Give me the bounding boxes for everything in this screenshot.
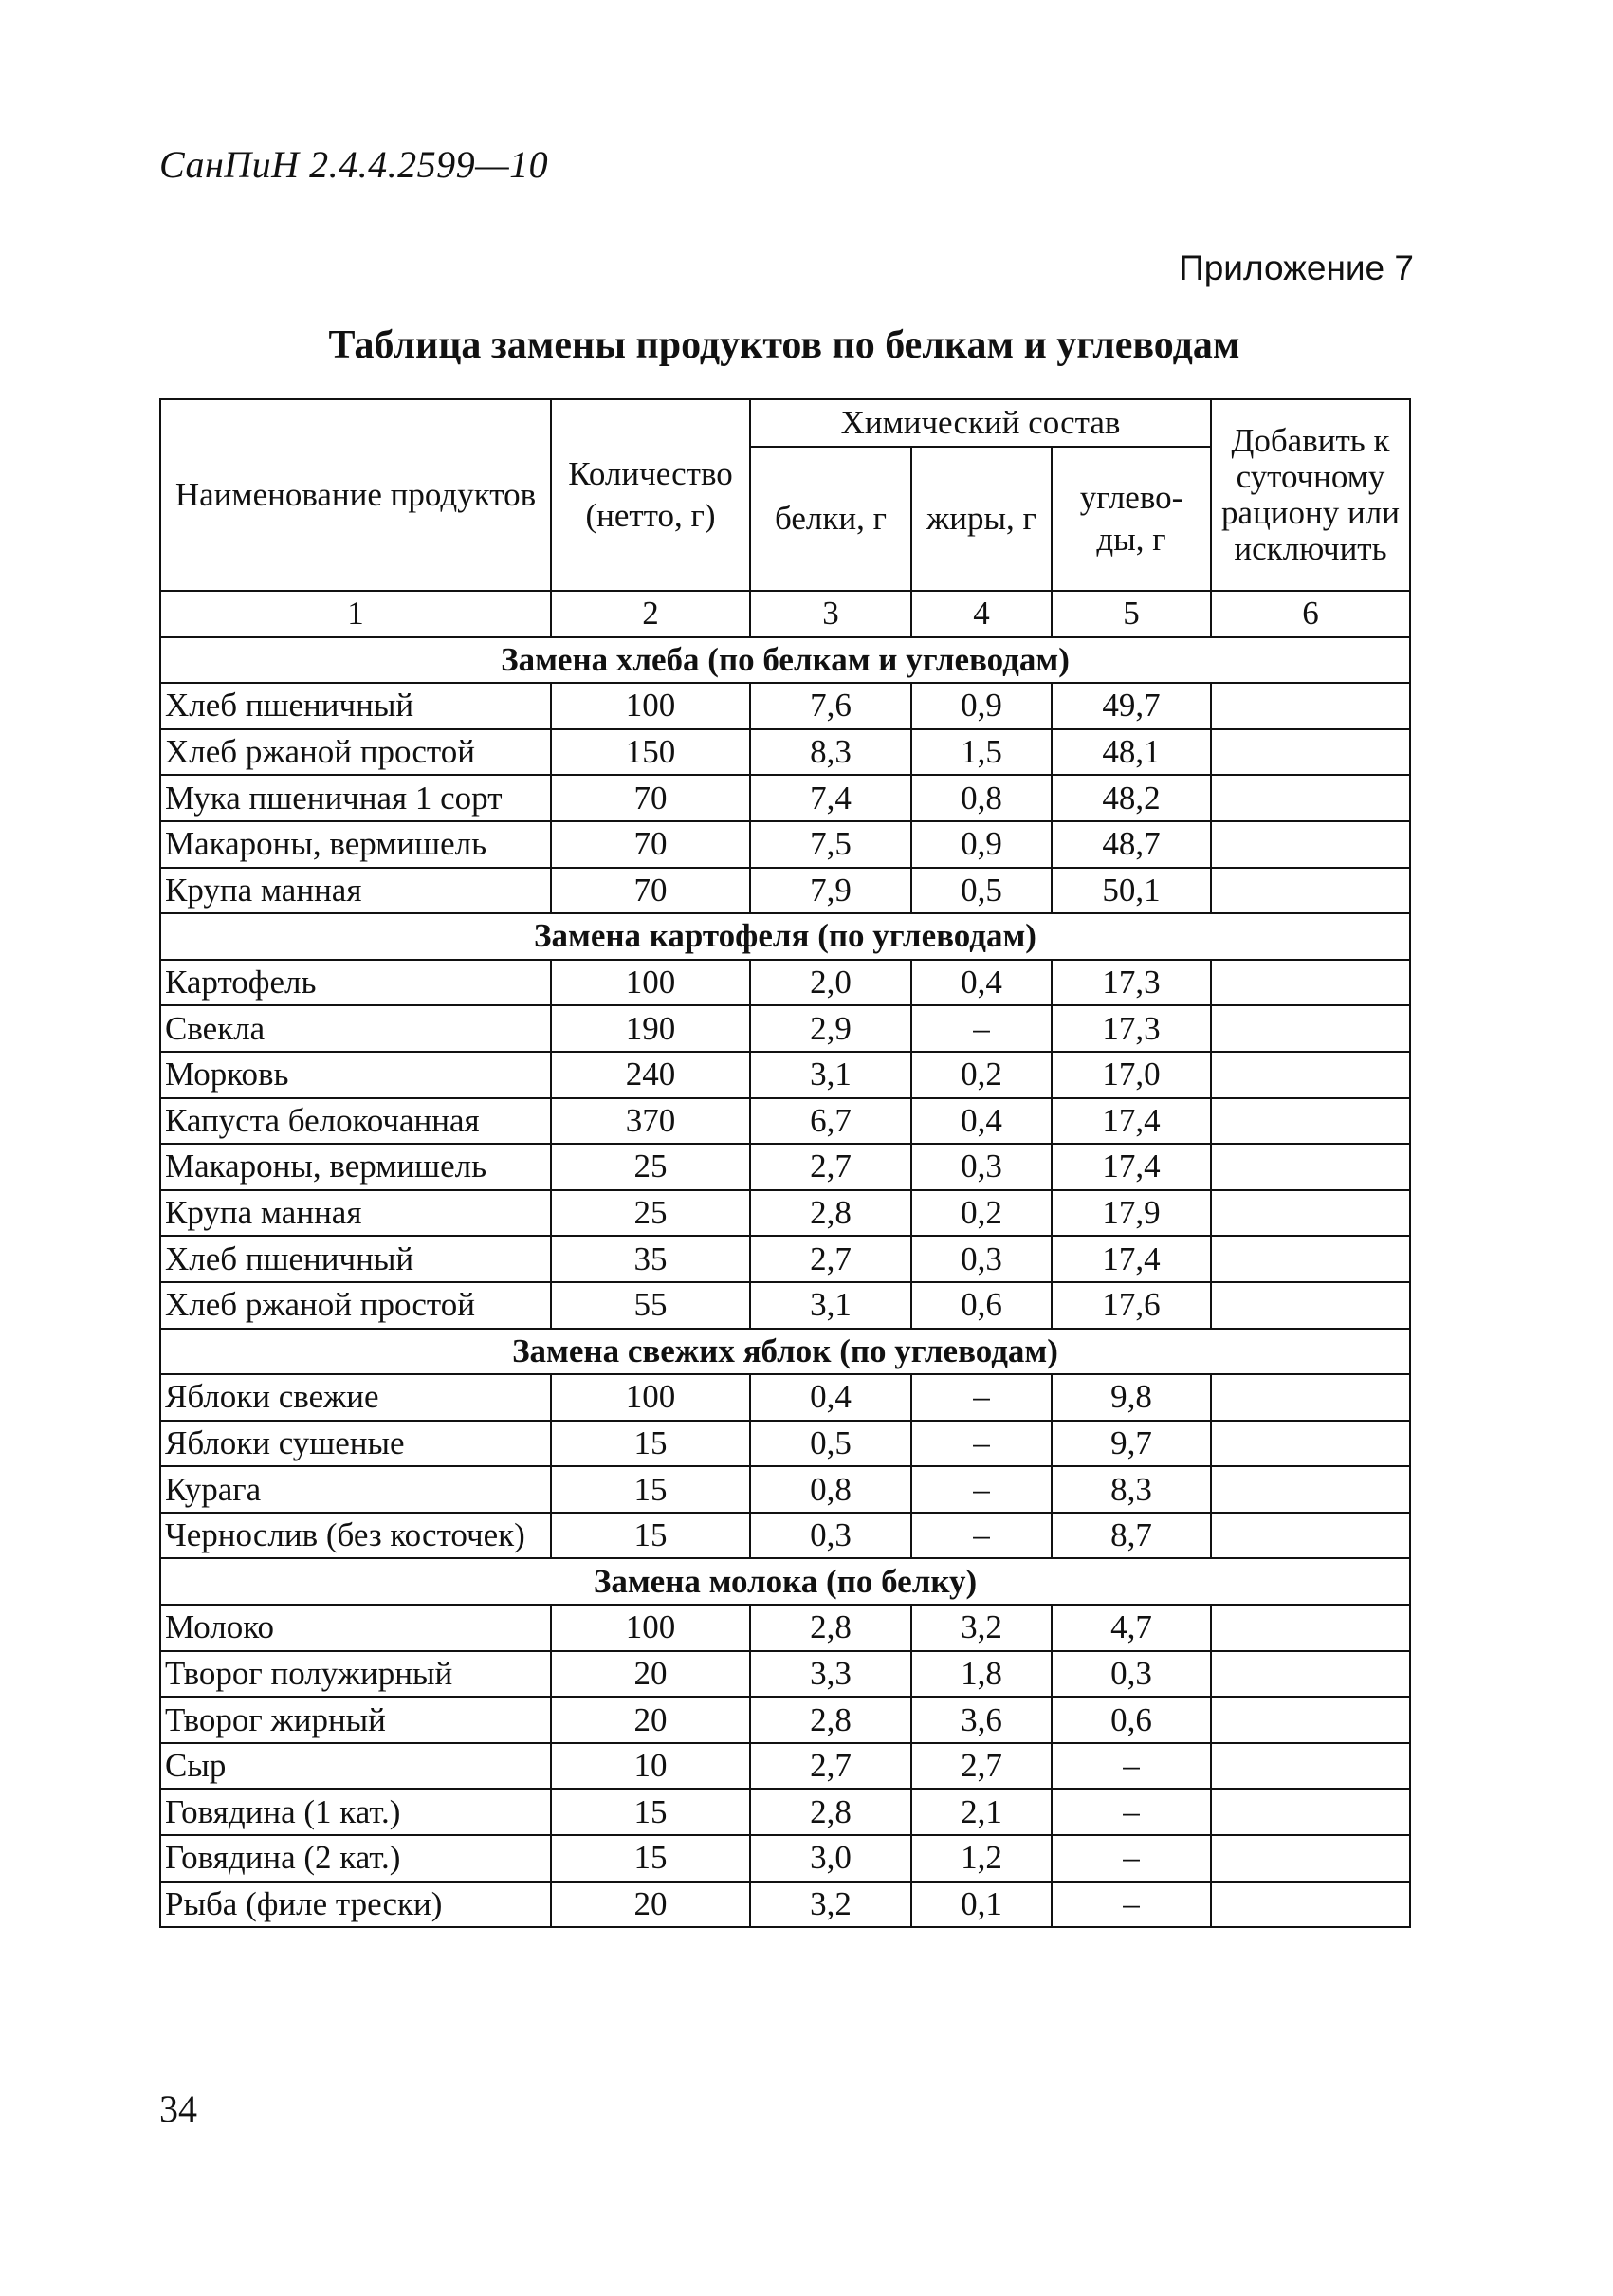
proteins-cell: 2,8: [750, 1605, 911, 1651]
add-exclude-cell: [1211, 1605, 1410, 1651]
carbs-cell: 50,1: [1052, 868, 1211, 914]
add-exclude-cell: [1211, 775, 1410, 821]
table-row: [160, 960, 1410, 1006]
table-row: [160, 1005, 1410, 1052]
section-header-row: [160, 913, 1410, 960]
proteins-cell: 7,9: [750, 868, 911, 914]
add-exclude-cell: [1211, 1466, 1410, 1513]
proteins-cell: 2,7: [750, 1236, 911, 1282]
add-exclude-cell: [1211, 1144, 1410, 1190]
proteins-cell: 2,8: [750, 1697, 911, 1743]
product-name-cell: Творог полужирный: [160, 1651, 551, 1698]
fats-cell: –: [911, 1421, 1052, 1467]
fats-cell: 3,6: [911, 1697, 1052, 1743]
table-row: [160, 1374, 1410, 1421]
fats-cell: 1,8: [911, 1651, 1052, 1698]
table-row: [160, 868, 1410, 914]
product-name-cell: Морковь: [160, 1052, 551, 1098]
add-exclude-cell: [1211, 1421, 1410, 1467]
carbs-cell: 17,4: [1052, 1144, 1211, 1190]
carbs-cell: 9,7: [1052, 1421, 1211, 1467]
proteins-cell: 2,7: [750, 1743, 911, 1790]
table-row: [160, 1421, 1410, 1467]
table-row: [160, 1098, 1410, 1145]
header-row-top: [160, 399, 1410, 447]
quantity-cell: 35: [551, 1236, 750, 1282]
product-name-cell: Крупа манная: [160, 1190, 551, 1237]
table-row: [160, 1513, 1410, 1559]
proteins-cell: 3,1: [750, 1052, 911, 1098]
table-title: Таблица замены продуктов по белкам и углеводам: [328, 323, 1240, 367]
carbs-cell: 17,0: [1052, 1052, 1211, 1098]
table-row: [160, 1882, 1410, 1928]
substitution-table: [159, 398, 1411, 1928]
carbs-cell: 17,3: [1052, 1005, 1211, 1052]
add-exclude-cell: [1211, 1098, 1410, 1145]
fats-cell: 2,1: [911, 1789, 1052, 1835]
proteins-cell: 2,8: [750, 1789, 911, 1835]
carbs-cell: 49,7: [1052, 683, 1211, 729]
carbs-cell: 8,7: [1052, 1513, 1211, 1559]
add-exclude-cell: [1211, 821, 1410, 868]
carbs-cell: 17,3: [1052, 960, 1211, 1006]
quantity-cell: 15: [551, 1513, 750, 1559]
fats-cell: 0,9: [911, 821, 1052, 868]
fats-cell: –: [911, 1466, 1052, 1513]
table-row: [160, 775, 1410, 821]
section-header-row: [160, 637, 1410, 684]
product-name-cell: Курага: [160, 1466, 551, 1513]
quantity-cell: 150: [551, 729, 750, 776]
product-name-cell: Хлеб ржаной простой: [160, 729, 551, 776]
header-proteins: белки, г: [750, 447, 911, 591]
table-row: [160, 729, 1410, 776]
product-name-cell: Творог жирный: [160, 1697, 551, 1743]
proteins-cell: 7,5: [750, 821, 911, 868]
proteins-cell: 6,7: [750, 1098, 911, 1145]
appendix-label: Приложение 7: [1179, 248, 1414, 287]
header-carbs: углево-ды, г: [1052, 447, 1211, 591]
header-chemical-composition: Химический состав: [750, 399, 1211, 447]
add-exclude-cell: [1211, 1697, 1410, 1743]
fats-cell: 0,2: [911, 1052, 1052, 1098]
product-name-cell: Капуста белокочанная: [160, 1098, 551, 1145]
column-number: 4: [911, 591, 1052, 637]
table-row: [160, 1144, 1410, 1190]
product-name-cell: Молоко: [160, 1605, 551, 1651]
fats-cell: 0,2: [911, 1190, 1052, 1237]
fats-cell: 1,5: [911, 729, 1052, 776]
fats-cell: 0,3: [911, 1144, 1052, 1190]
header-add-or-exclude: Добавить к суточному рациону или исключить: [1211, 399, 1410, 591]
quantity-cell: 370: [551, 1098, 750, 1145]
product-name-cell: Макароны, вермишель: [160, 1144, 551, 1190]
table-row: [160, 1236, 1410, 1282]
quantity-cell: 25: [551, 1190, 750, 1237]
proteins-cell: 2,9: [750, 1005, 911, 1052]
proteins-cell: 0,8: [750, 1466, 911, 1513]
quantity-cell: 15: [551, 1789, 750, 1835]
table-body: [160, 399, 1410, 1927]
proteins-cell: 3,3: [750, 1651, 911, 1698]
table-row: [160, 1835, 1410, 1882]
product-name-cell: Яблоки сушеные: [160, 1421, 551, 1467]
product-name-cell: Говядина (2 кат.): [160, 1835, 551, 1882]
fats-cell: 3,2: [911, 1605, 1052, 1651]
product-name-cell: Картофель: [160, 960, 551, 1006]
proteins-cell: 0,4: [750, 1374, 911, 1421]
fats-cell: 0,9: [911, 683, 1052, 729]
proteins-cell: 2,8: [750, 1190, 911, 1237]
fats-cell: 0,8: [911, 775, 1052, 821]
document-code: СанПиН 2.4.4.2599—10: [159, 143, 549, 186]
add-exclude-cell: [1211, 1651, 1410, 1698]
table-row: [160, 1190, 1410, 1237]
quantity-cell: 100: [551, 683, 750, 729]
proteins-cell: 7,6: [750, 683, 911, 729]
quantity-cell: 70: [551, 775, 750, 821]
section-header-row: [160, 1558, 1410, 1605]
quantity-cell: 25: [551, 1144, 750, 1190]
column-number: 5: [1052, 591, 1211, 637]
page-number: 34: [159, 2087, 197, 2130]
carbs-cell: 48,1: [1052, 729, 1211, 776]
proteins-cell: 7,4: [750, 775, 911, 821]
carbs-cell: 17,4: [1052, 1236, 1211, 1282]
add-exclude-cell: [1211, 1743, 1410, 1790]
column-number: 2: [551, 591, 750, 637]
add-exclude-cell: [1211, 1374, 1410, 1421]
quantity-cell: 20: [551, 1882, 750, 1928]
add-exclude-cell: [1211, 1052, 1410, 1098]
add-exclude-cell: [1211, 1882, 1410, 1928]
fats-cell: 0,4: [911, 960, 1052, 1006]
table-row: [160, 1282, 1410, 1329]
table-row: [160, 1466, 1410, 1513]
carbs-cell: 8,3: [1052, 1466, 1211, 1513]
table-row: [160, 683, 1410, 729]
column-number: 1: [160, 591, 551, 637]
proteins-cell: 2,7: [750, 1144, 911, 1190]
section-title: Замена свежих яблок (по углеводам): [160, 1329, 1410, 1375]
quantity-cell: 55: [551, 1282, 750, 1329]
add-exclude-cell: [1211, 729, 1410, 776]
add-exclude-cell: [1211, 1005, 1410, 1052]
table-row: [160, 1789, 1410, 1835]
fats-cell: 0,4: [911, 1098, 1052, 1145]
fats-cell: –: [911, 1005, 1052, 1052]
carbs-cell: –: [1052, 1789, 1211, 1835]
column-number: 3: [750, 591, 911, 637]
proteins-cell: 3,0: [750, 1835, 911, 1882]
add-exclude-cell: [1211, 1789, 1410, 1835]
product-name-cell: Чернослив (без косточек): [160, 1513, 551, 1559]
table-row: [160, 1743, 1410, 1790]
carbs-cell: –: [1052, 1743, 1211, 1790]
quantity-cell: 70: [551, 821, 750, 868]
section-title: Замена молока (по белку): [160, 1558, 1410, 1605]
fats-cell: 0,5: [911, 868, 1052, 914]
product-name-cell: Говядина (1 кат.): [160, 1789, 551, 1835]
carbs-cell: 0,3: [1052, 1651, 1211, 1698]
quantity-cell: 100: [551, 1374, 750, 1421]
carbs-cell: 17,6: [1052, 1282, 1211, 1329]
quantity-cell: 20: [551, 1651, 750, 1698]
table-row: [160, 1605, 1410, 1651]
product-name-cell: Свекла: [160, 1005, 551, 1052]
column-number-row: [160, 591, 1410, 637]
add-exclude-cell: [1211, 868, 1410, 914]
add-exclude-cell: [1211, 1282, 1410, 1329]
carbs-cell: 4,7: [1052, 1605, 1211, 1651]
product-name-cell: Хлеб пшеничный: [160, 1236, 551, 1282]
quantity-cell: 15: [551, 1466, 750, 1513]
fats-cell: –: [911, 1513, 1052, 1559]
add-exclude-cell: [1211, 1236, 1410, 1282]
table-row: [160, 1697, 1410, 1743]
column-number: 6: [1211, 591, 1410, 637]
carbs-cell: 17,9: [1052, 1190, 1211, 1237]
add-exclude-cell: [1211, 1513, 1410, 1559]
proteins-cell: 2,0: [750, 960, 911, 1006]
carbs-cell: –: [1052, 1882, 1211, 1928]
add-exclude-cell: [1211, 960, 1410, 1006]
carbs-cell: 48,2: [1052, 775, 1211, 821]
quantity-cell: 240: [551, 1052, 750, 1098]
product-name-cell: Крупа манная: [160, 868, 551, 914]
product-name-cell: Сыр: [160, 1743, 551, 1790]
carbs-cell: –: [1052, 1835, 1211, 1882]
table-row: [160, 821, 1410, 868]
fats-cell: 0,6: [911, 1282, 1052, 1329]
section-title: Замена картофеля (по углеводам): [160, 913, 1410, 960]
proteins-cell: 0,5: [750, 1421, 911, 1467]
product-name-cell: Рыба (филе трески): [160, 1882, 551, 1928]
product-name-cell: Макароны, вермишель: [160, 821, 551, 868]
add-exclude-cell: [1211, 683, 1410, 729]
carbs-cell: 9,8: [1052, 1374, 1211, 1421]
header-quantity: Количество (нетто, г): [551, 399, 750, 591]
header-name: Наименование продуктов: [160, 399, 551, 591]
quantity-cell: 15: [551, 1835, 750, 1882]
quantity-cell: 190: [551, 1005, 750, 1052]
header-fats: жиры, г: [911, 447, 1052, 591]
product-name-cell: Мука пшеничная 1 сорт: [160, 775, 551, 821]
proteins-cell: 0,3: [750, 1513, 911, 1559]
product-name-cell: Хлеб пшеничный: [160, 683, 551, 729]
add-exclude-cell: [1211, 1835, 1410, 1882]
fats-cell: 1,2: [911, 1835, 1052, 1882]
fats-cell: –: [911, 1374, 1052, 1421]
proteins-cell: 3,1: [750, 1282, 911, 1329]
fats-cell: 2,7: [911, 1743, 1052, 1790]
carbs-cell: 17,4: [1052, 1098, 1211, 1145]
carbs-cell: 0,6: [1052, 1697, 1211, 1743]
add-exclude-cell: [1211, 1190, 1410, 1237]
fats-cell: 0,3: [911, 1236, 1052, 1282]
quantity-cell: 20: [551, 1697, 750, 1743]
quantity-cell: 100: [551, 1605, 750, 1651]
quantity-cell: 100: [551, 960, 750, 1006]
quantity-cell: 70: [551, 868, 750, 914]
table-row: [160, 1651, 1410, 1698]
product-name-cell: Хлеб ржаной простой: [160, 1282, 551, 1329]
fats-cell: 0,1: [911, 1882, 1052, 1928]
table-row: [160, 1052, 1410, 1098]
proteins-cell: 3,2: [750, 1882, 911, 1928]
carbs-cell: 48,7: [1052, 821, 1211, 868]
quantity-cell: 10: [551, 1743, 750, 1790]
proteins-cell: 8,3: [750, 729, 911, 776]
quantity-cell: 15: [551, 1421, 750, 1467]
section-header-row: [160, 1329, 1410, 1375]
product-name-cell: Яблоки свежие: [160, 1374, 551, 1421]
section-title: Замена хлеба (по белкам и углеводам): [160, 637, 1410, 684]
